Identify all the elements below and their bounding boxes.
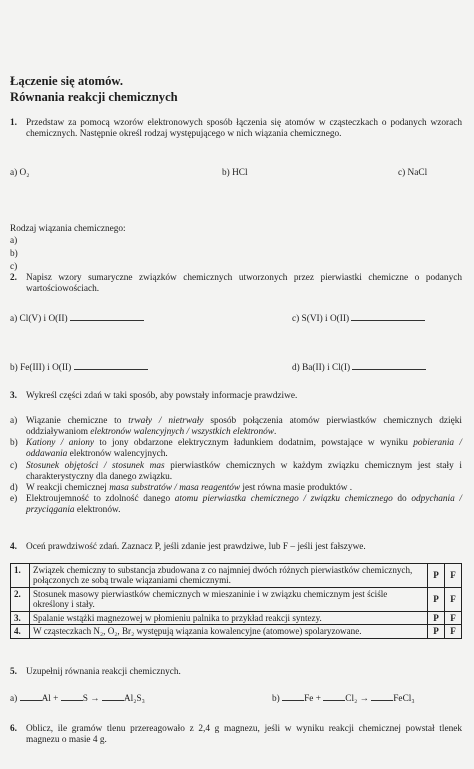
table-row xyxy=(11,611,462,624)
true-false-table xyxy=(10,563,462,639)
false-option[interactable]: F xyxy=(445,564,462,588)
q1-bond-a: a) xyxy=(10,236,18,246)
q3-e-choice-2[interactable]: odpychania / przyciągania xyxy=(26,494,462,516)
q5-b-coef-1-blank[interactable] xyxy=(282,692,304,701)
question-3 xyxy=(10,391,462,402)
row-statement: Spalanie wstążki magnezowej w płomieniu palnika to przykład reakcji syntezy. xyxy=(30,611,428,624)
q3-statements xyxy=(10,416,462,516)
false-option[interactable]: F xyxy=(445,625,462,638)
question-5 xyxy=(10,667,462,678)
q5-b-label: b) xyxy=(272,694,280,704)
false-option[interactable]: F xyxy=(445,587,462,611)
q3-d-text-1: W reakcji chemicznej xyxy=(26,482,110,493)
q3-b-choice-2[interactable]: pobierania / oddawania xyxy=(26,438,462,460)
question-1-number: 1. xyxy=(10,118,17,128)
q5-a-coef-2-blank[interactable] xyxy=(61,692,83,701)
question-4-number: 4. xyxy=(10,542,17,552)
question-6-text: Oblicz, ile gramów tlenu przereagowało z 2,4 g magnezu, jeśli w wyniku reakcji chemicznej powstał tlenek magnezu o masie 4 g. xyxy=(26,724,462,746)
title-line-1: Łączenie się atomów. xyxy=(10,74,123,88)
question-2 xyxy=(10,273,462,295)
q2-item-d-label: d) Ba(II) i Cl(I) xyxy=(292,363,351,373)
q2-item-c-label: c) S(VI) i O(II) xyxy=(292,314,350,324)
q2-answer-blank-c[interactable] xyxy=(351,312,425,321)
row-number: 1. xyxy=(11,564,30,588)
q3-b-label: b) xyxy=(10,438,18,449)
q3-b-text-1: to jony obdarzone elektrycznym ładunkiem dodatnim, powstające w wyniku xyxy=(94,438,414,449)
question-3-number: 3. xyxy=(10,391,17,401)
q3-a-text-2: sposób połączenia atomów pierwiastków chemicznych dzięki oddziaływaniom xyxy=(26,416,462,438)
true-option[interactable]: P xyxy=(428,564,445,588)
false-option[interactable]: F xyxy=(445,611,462,624)
true-option[interactable]: P xyxy=(428,625,445,638)
q3-b-choice-1[interactable]: Kationy / aniony xyxy=(26,438,95,449)
q3-e-text-1: Elektroujemność to zdolność danego xyxy=(26,494,175,505)
q5-b-reactant-2: Cl₂ → xyxy=(345,694,369,704)
q3-statement-c xyxy=(10,461,462,483)
row-statement: Stosunek masowy pierwiastków chemicznych w mieszaninie i w związku chemicznym jest ściśle określony i stały. xyxy=(30,587,428,611)
q1-option-a: a) O₂ xyxy=(10,168,30,178)
row-statement: W cząsteczkach N₂, O₂, Br₂ występują wiązania kowalencyjne (atomowe) spolaryzowane. xyxy=(30,625,428,638)
q2-answer-blank-d[interactable] xyxy=(352,361,426,370)
question-1 xyxy=(10,118,462,140)
q3-statement-b xyxy=(10,438,462,460)
q2-item-b-label: b) Fe(III) i O(II) xyxy=(10,363,72,373)
q3-c-text-1: pierwiastków chemicznych w każdym związku chemicznym jest stały i charakterystyczny dla danego związku. xyxy=(26,460,462,482)
q5-a-product: Al₂S₃ xyxy=(123,694,145,704)
q5-a-reactant-2: S → xyxy=(82,694,100,704)
q2-item-b xyxy=(10,361,148,374)
true-option[interactable]: P xyxy=(428,587,445,611)
question-6 xyxy=(10,724,462,746)
q2-item-a-label: a) Cl(V) i O(II) xyxy=(10,314,68,324)
q3-d-text-2: jest równa masie produktów . xyxy=(240,482,353,493)
q3-e-text-3: elektronów. xyxy=(74,505,121,516)
question-4-text: Oceń prawdziwość zdań. Zaznacz P, jeśli zdanie jest prawdziwe, lub F – jeśli jest fałszywe. xyxy=(26,542,366,552)
q5-equation-a xyxy=(10,692,145,705)
q3-b-text-2: elektronów walencyjnych. xyxy=(67,449,168,460)
q2-item-c xyxy=(292,312,425,325)
table-row xyxy=(11,564,462,588)
row-number: 2. xyxy=(11,587,30,611)
q3-a-label: a) xyxy=(10,416,18,426)
q5-b-coef-2-blank[interactable] xyxy=(323,692,345,701)
q2-item-a xyxy=(10,312,144,325)
q1-bond-heading: Rodzaj wiązania chemicznego: xyxy=(10,224,126,234)
question-1-text: Przedstaw za pomocą wzorów elektronowych sposób łączenia się atomów w cząsteczkach o podanych wzorach chemicznych. Następnie określ rodzaj występującego w nich wiązania chemicznego. xyxy=(26,118,462,140)
q5-a-coef-1-blank[interactable] xyxy=(20,692,42,701)
question-4 xyxy=(10,542,462,553)
q5-equation-b xyxy=(272,692,415,705)
q2-item-d xyxy=(292,361,426,374)
row-number: 4. xyxy=(11,625,30,638)
q1-option-b: b) HCl xyxy=(222,168,248,178)
q3-e-label: e) xyxy=(10,494,18,505)
q3-c-choice-1[interactable]: Stosunek objętości / stosunek mas xyxy=(26,460,165,471)
question-2-text: Napisz wzory sumaryczne związków chemicznych utworzonych przez pierwiastki chemiczne o podanych wartościowościach. xyxy=(26,273,462,295)
q3-a-text-3: . xyxy=(273,427,277,438)
question-6-number: 6. xyxy=(10,724,17,734)
q3-e-text-2: do xyxy=(392,494,412,505)
q3-e-choice-1[interactable]: atomu pierwiastka chemicznego / związku chemicznego xyxy=(174,494,393,505)
q3-a-choice-1[interactable]: trwały / nietrwały xyxy=(128,416,204,426)
question-5-number: 5. xyxy=(10,667,17,677)
q5-a-reactant-1: Al + xyxy=(41,694,59,704)
table-row xyxy=(11,625,462,638)
q3-d-label: d) xyxy=(10,482,18,493)
q5-b-coef-3-blank[interactable] xyxy=(371,692,393,701)
table-row xyxy=(11,587,462,611)
question-2-number: 2. xyxy=(10,273,17,283)
q3-c-label: c) xyxy=(10,460,18,471)
q5-a-coef-3-blank[interactable] xyxy=(102,692,124,701)
q5-b-product: FeCl₃ xyxy=(393,694,415,704)
row-statement: Związek chemiczny to substancja zbudowana z co najmniej dwóch różnych pierwiastków chemicznych, połączonych ze sobą trwale wiązaniami chemicznymi. xyxy=(30,564,428,588)
title-line-2: Równania reakcji chemicznych xyxy=(10,90,178,104)
q2-answer-blank-a[interactable] xyxy=(70,312,144,321)
q1-bond-c: c) xyxy=(10,262,18,272)
q5-b-reactant-1: Fe + xyxy=(304,694,321,704)
q2-answer-blank-b[interactable] xyxy=(74,361,148,370)
q5-a-label: a) xyxy=(10,694,18,704)
q1-bond-b: b) xyxy=(10,249,18,259)
q3-statement-d xyxy=(10,483,462,494)
question-3-text: Wykreśl części zdań w taki sposób, aby powstały informacje prawdziwe. xyxy=(26,391,298,401)
q3-a-text-1: Wiązanie chemiczne to xyxy=(26,416,129,426)
true-option[interactable]: P xyxy=(428,611,445,624)
q3-d-choice-1[interactable]: masa substratów / masa reagentów xyxy=(109,482,241,493)
question-5-text: Uzupełnij równania reakcji chemicznych. xyxy=(26,667,181,677)
q3-a-choice-2[interactable]: elektronów walencyjnych / wszystkich elektronów xyxy=(90,427,274,438)
q3-statement-a xyxy=(10,416,462,438)
q3-statement-e xyxy=(10,494,462,516)
row-number: 3. xyxy=(11,611,30,624)
q1-option-c: c) NaCl xyxy=(398,168,428,178)
